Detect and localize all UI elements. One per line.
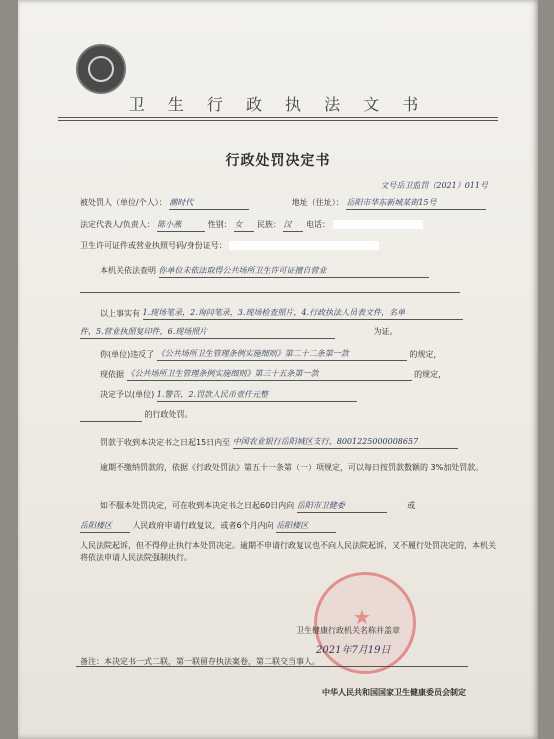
footer-publisher: 中华人民共和国国家卫生健康委员会制定 (322, 688, 466, 697)
address-label: 地址（住址）： (291, 198, 344, 207)
rep-label: 法定代表人/负责人： (80, 220, 155, 229)
appeal-tail: 或 (407, 501, 416, 510)
gender-label: 性别： (207, 220, 232, 229)
appeal-value-2: 岳阳楼区 (80, 520, 130, 533)
basis-value: 《公共场所卫生管理条例实施细则》第三十五条第一款 (127, 368, 412, 381)
document-page (18, 0, 538, 739)
decision-suffix: 的行政处罚。 (144, 410, 193, 419)
basis-suffix: 的规定， (414, 370, 447, 379)
license-line (80, 240, 379, 252)
investigation-label: 本机关依法查明 (100, 266, 156, 275)
official-red-seal (314, 572, 416, 674)
evidence-label: 以上事实有 (100, 309, 140, 318)
evidence-line-2 (80, 326, 398, 339)
basis-label: 现依据 (100, 370, 124, 379)
evidence-suffix: 为证。 (373, 327, 398, 336)
rep-value: 陈小燕 (157, 219, 205, 232)
appeal-value-3: 岳阳楼区 (276, 520, 336, 533)
basis-line (100, 368, 446, 381)
appeal-rest: 人民政府申请行政复议，或者6个月内向 (132, 521, 274, 530)
violated-suffix: 的规定， (409, 350, 442, 359)
appeal-value: 岳阳市卫健委 (297, 500, 387, 513)
address-value: 岳阳市华东新城某街15号 (346, 197, 486, 210)
header-rule (58, 117, 498, 118)
ethnicity-value: 汉 (283, 219, 303, 232)
decision-line-2 (80, 409, 193, 422)
appeal-label: 如不服本处罚决定，可在收到本决定书之日起60日内向 (100, 501, 295, 510)
document-number: 文号岳卫监罚（2021）011号 (380, 181, 488, 190)
rep-line (80, 219, 423, 232)
decision-line (100, 389, 357, 402)
appeal-line-1 (100, 500, 415, 513)
blank-line (80, 292, 460, 293)
evidence-value-2: 件，5.营业执照复印件，6.现场照片 (80, 326, 335, 339)
license-label: 卫生许可证件或营业执照号码/身份证号： (80, 241, 227, 250)
person-value: 潮时代 (169, 197, 249, 210)
evidence-line-1 (100, 307, 463, 320)
note: 备注：本决定书一式二联，第一联留存执法案卷，第二联交当事人。 (80, 657, 320, 666)
violation-value: 你单位未依法取得公共场所卫生许可证擅自营业 (159, 265, 429, 278)
redacted-license (229, 241, 379, 250)
person-label: 被处罚人（单位/个人）： (80, 198, 167, 207)
fine-label: 罚款于收到本决定书之日起15日内至 (100, 438, 231, 447)
decision-label: 决定予以(单位) (100, 390, 155, 399)
redacted-phone (333, 220, 423, 229)
violated-label: 你(单位)违反了 (100, 350, 155, 359)
gender-value: 女 (234, 219, 254, 232)
evidence-value-1: 1.现场笔录，2.询问笔录，3.现场检查照片，4.行政执法人员表文件，名单 (143, 307, 463, 320)
overdue-text: 逾期不缴纳罚款的，依据《行政处罚法》第五十一条第（一）项规定，可以每日按罚款数额的 3%加处罚款。 (100, 463, 484, 472)
page-title: 行政处罚决定书 (225, 153, 331, 169)
decision-value: 1.警告，2.罚款人民币壹仟元整 (157, 389, 357, 402)
org-label: 卫生健康行政机关名称并盖章 (296, 626, 400, 635)
investigation-line (100, 265, 429, 278)
party-line (80, 197, 486, 210)
signature-date: 2021年7月19日 (316, 645, 391, 656)
fine-value: 中国农业银行岳阳城区支行，8001225000008657 (233, 436, 458, 449)
violated-value: 《公共场所卫生管理条例实施细则》第二十二条第一款 (157, 348, 407, 361)
phone-label: 电话： (305, 220, 330, 229)
header-rule-2 (58, 120, 498, 121)
appeal-line-2 (80, 520, 336, 533)
document-type-heading: 卫 生 行 政 执 法 文 书 (128, 95, 428, 114)
fine-line (100, 436, 458, 449)
appeal-rest-2: 人民法院起诉，但不得停止执行本处罚决定。逾期不申请行政复议也不向人民法院起诉，又不履行处罚决定的，本机关将依法申请人民法院强制执行。 (80, 541, 496, 562)
ethnicity-label: 民族： (256, 220, 281, 229)
violated-line (100, 348, 441, 361)
emblem-seal-icon (76, 44, 126, 94)
